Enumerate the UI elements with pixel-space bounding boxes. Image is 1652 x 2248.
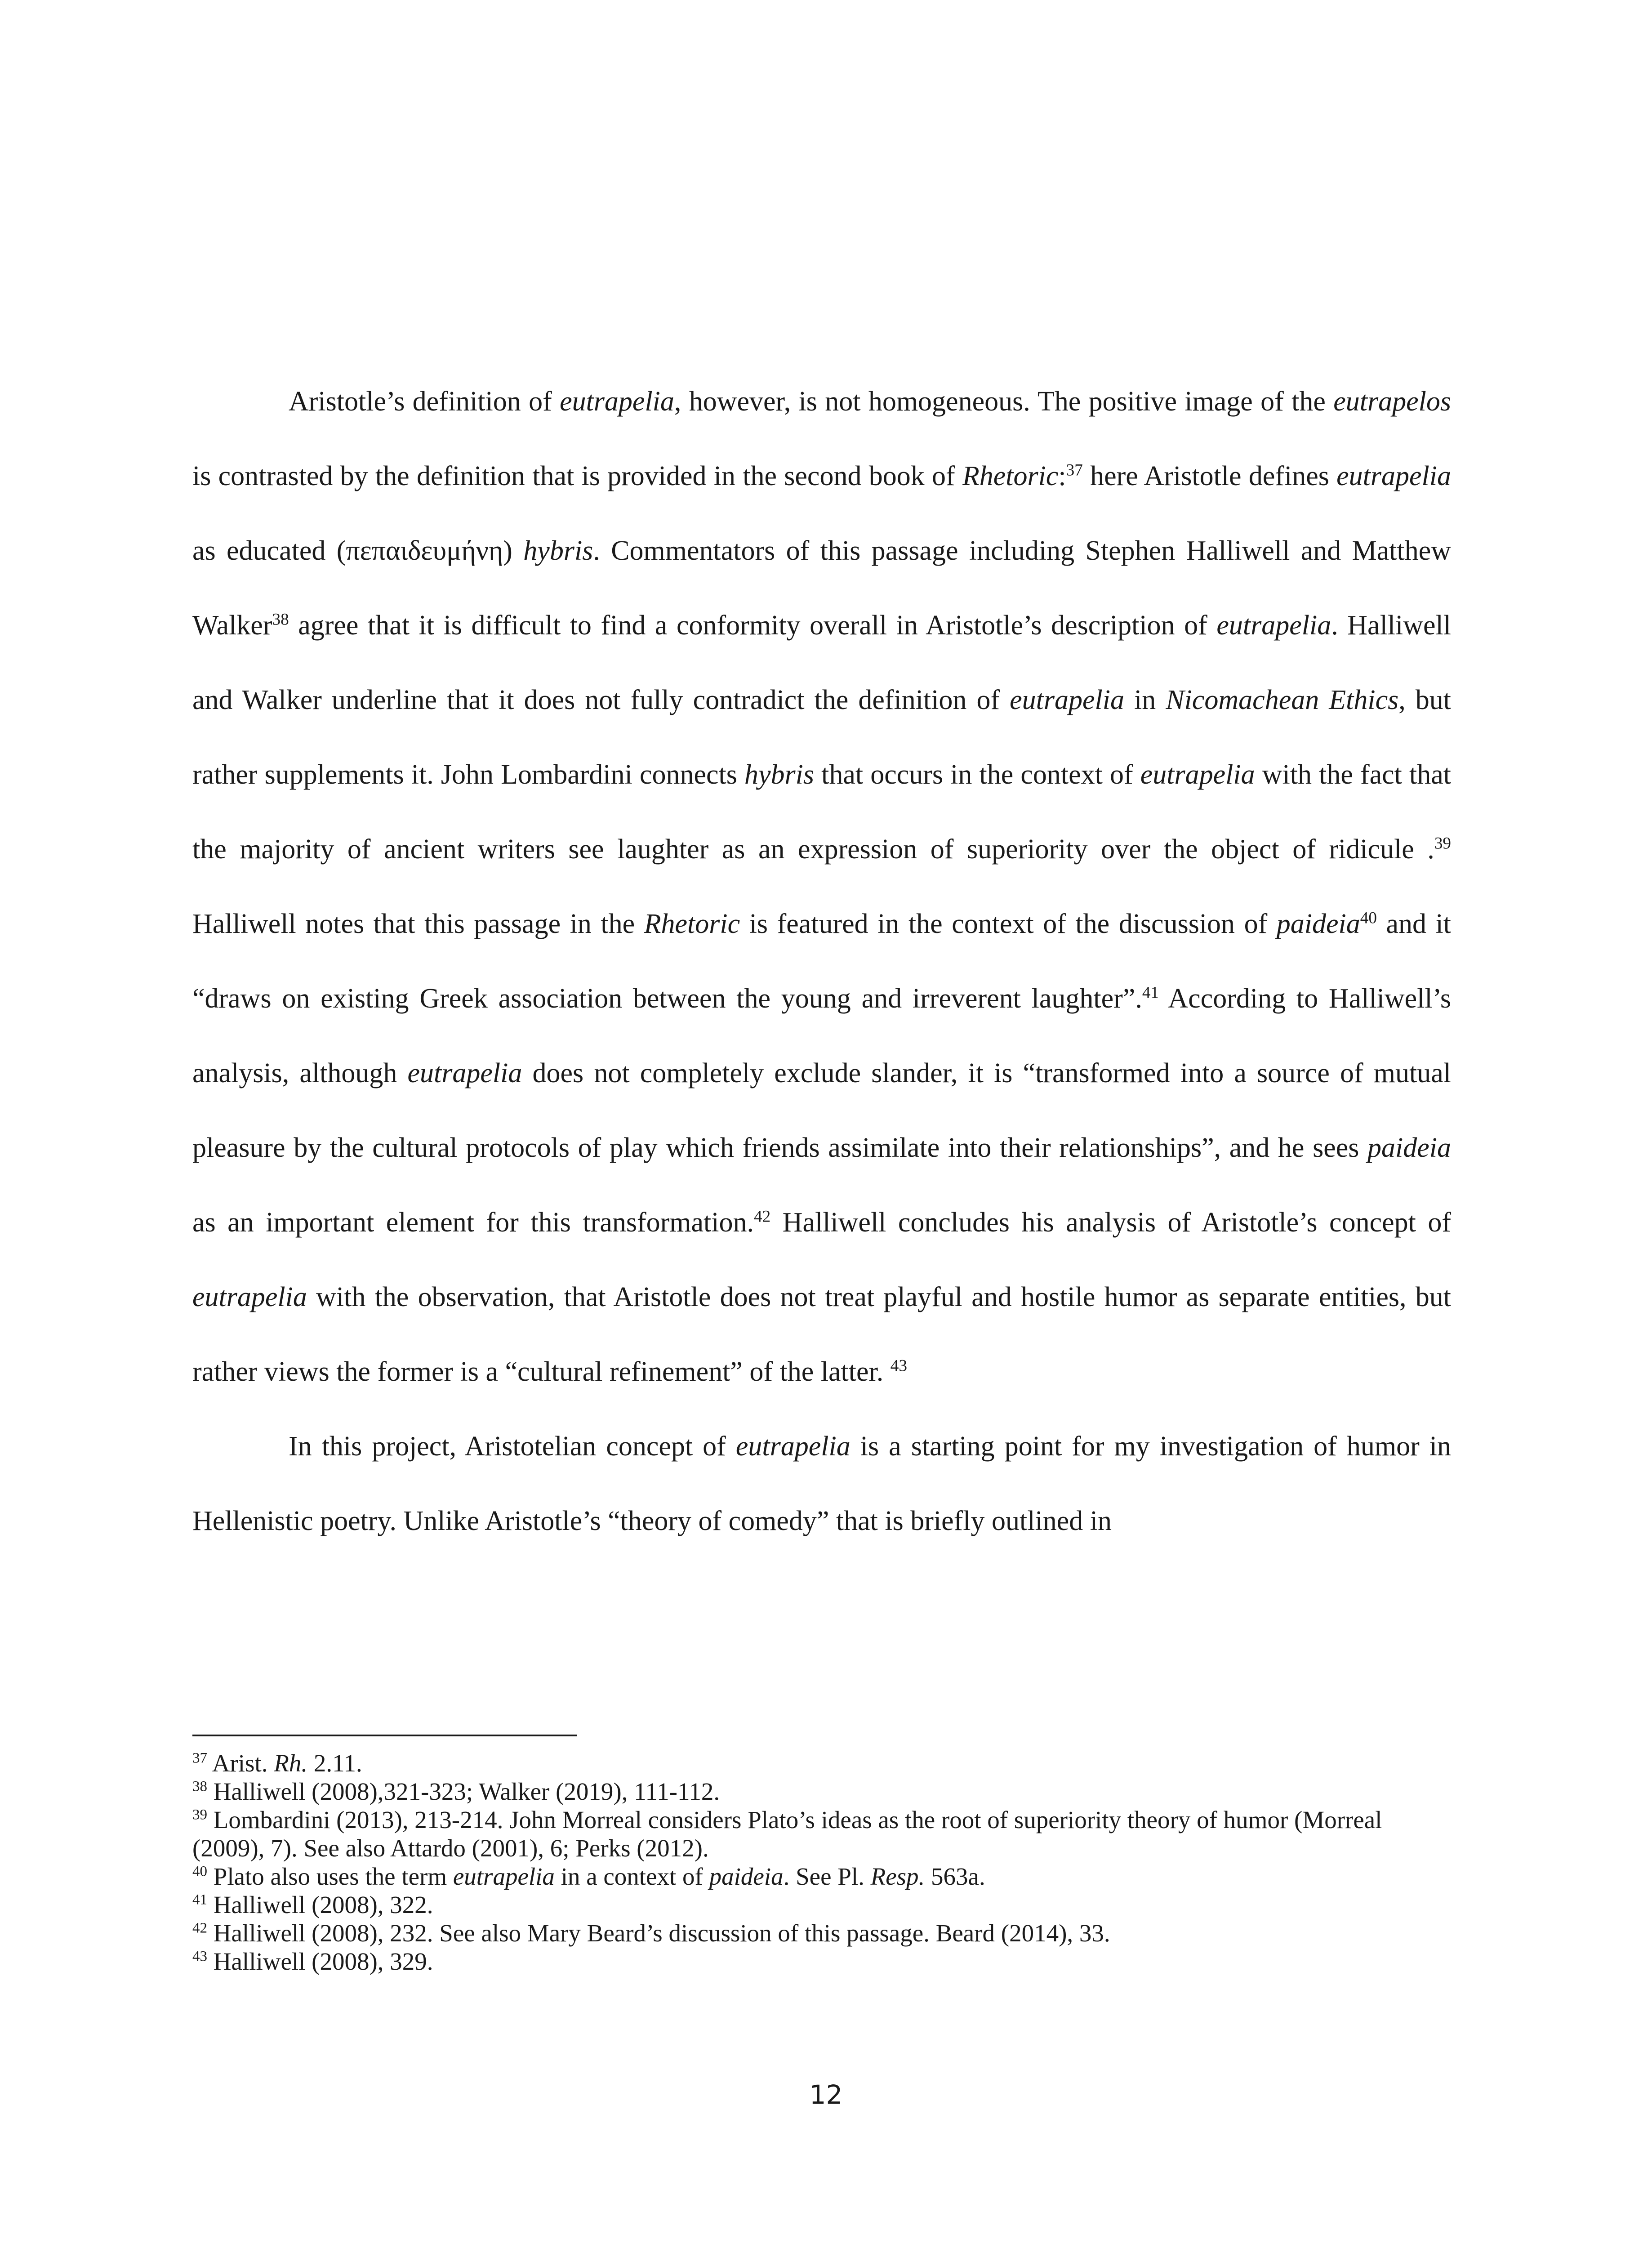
footnote-number: 39 [192, 1806, 207, 1823]
footnote-ref-38[interactable]: 38 [272, 610, 289, 629]
footnote-number: 38 [192, 1778, 207, 1795]
text-span: . Halliwell and Walker underline that it does not fully contradict the definition of [192, 610, 1451, 715]
footnote-divider [192, 1735, 577, 1736]
body-text [192, 364, 1451, 1558]
text-span: According to Halliwell’s analysis, although [192, 983, 1451, 1088]
footnote-number: 43 [192, 1948, 207, 1965]
text-span: . Commentators of this passage including Stephen Halliwell and Matthew Walker [192, 535, 1452, 641]
footnote-number: 40 [192, 1863, 207, 1880]
footnote-number: 42 [192, 1920, 207, 1936]
footnote-37 [192, 1749, 1451, 1777]
italic-term: eutrapelia [407, 1058, 522, 1088]
footnote-text: Halliwell (2008), 329. [207, 1948, 433, 1975]
text-span: in [1124, 685, 1166, 715]
italic-term: Rhetoric [644, 909, 740, 939]
footnote-number: 37 [192, 1750, 207, 1766]
italic-term: Resp. [870, 1863, 925, 1890]
footnote-ref-40[interactable]: 40 [1360, 909, 1377, 928]
italic-term: paideia [1276, 909, 1360, 939]
text-span: Halliwell notes that this passage in the [192, 909, 644, 939]
footnote-ref-37[interactable]: 37 [1066, 461, 1083, 480]
text-span: is featured in the context of the discussion of [740, 909, 1277, 939]
footnote-41 [192, 1891, 1451, 1919]
footnote-text: in a context of [554, 1863, 709, 1890]
text-span: that occurs in the context of [814, 759, 1140, 790]
footnote-40 [192, 1862, 1451, 1891]
text-span: agree that it is difficult to find a conformity overall in Aristotle’s description of [289, 610, 1217, 641]
italic-term: eutrapelia [735, 1431, 850, 1462]
footnote-39 [192, 1806, 1451, 1862]
text-span: and it “draws on existing Greek association between the young and irreverent laughter”. [192, 909, 1451, 1014]
text-span: with the fact that the majority of ancient writers see laughter as an expression of superiority over the object of ridicule . [192, 759, 1451, 865]
italic-term: hybris [523, 535, 593, 566]
text-span: does not completely exclude slander, it is “transformed into a source of mutual pleasure by the cultural protocols of play which friends assimilate into their relationships”, and he sees [192, 1058, 1452, 1163]
text-span: as educated (πεπαιδευμήνη) [192, 535, 524, 566]
footnote-38 [192, 1777, 1451, 1806]
text-span: , however, is not homogeneous. The positive image of the [674, 386, 1334, 417]
footnote-43 [192, 1947, 1451, 1976]
footnote-ref-39[interactable]: 39 [1434, 834, 1451, 853]
page-number: 12 [809, 2079, 843, 2110]
text-span: with the observation, that Aristotle does not treat playful and hostile humor as separate entities, but rather views the former is a “cultural refinement” of the latter. [192, 1282, 1451, 1387]
footnote-number: 41 [192, 1891, 207, 1908]
footnote-text: 2.11. [307, 1749, 362, 1777]
italic-term: paideia [1367, 1133, 1451, 1163]
footnotes [192, 1749, 1451, 1976]
italic-term: eutrapelia [1336, 461, 1451, 491]
text-span: is a starting point for my investigation of humor in Hellenistic poetry. Unlike Aristotle’s “theory of comedy” that is briefly outlined in [192, 1431, 1451, 1536]
text-span: Halliwell concludes his analysis of Aristotle’s concept of [770, 1207, 1452, 1238]
footnote-text: 563a. [925, 1863, 985, 1890]
text-span: : [1058, 461, 1066, 491]
text-span: In this project, Aristotelian concept of [289, 1431, 736, 1462]
footnote-text: Lombardini (2013), 213-214. John Morreal considers Plato’s ideas as the root of superiority theory of humor (Morreal (2009), 7). See also Attardo (2001), 6; Perks (2012). [192, 1806, 1382, 1862]
text-span: is contrasted by the definition that is provided in the second book of [192, 461, 962, 491]
italic-term: Rh. [274, 1749, 308, 1777]
italic-term: Nicomachean Ethics [1166, 685, 1399, 715]
footnote-text: Arist. [207, 1749, 274, 1777]
italic-term: eutrapelia [1010, 685, 1124, 715]
paragraph-2 [192, 1409, 1451, 1558]
text-span: , but rather supplements it. John Lombardini connects [192, 685, 1451, 790]
footnote-ref-42[interactable]: 42 [753, 1207, 771, 1226]
footnote-ref-41[interactable]: 41 [1142, 983, 1159, 1002]
text-span: here Aristotle defines [1082, 461, 1337, 491]
italic-term: eutrapelia [1140, 759, 1255, 790]
italic-term: eutrapelia [192, 1282, 307, 1312]
italic-term: eutrapelia [560, 386, 674, 417]
italic-term: eutrapelia [453, 1863, 555, 1890]
footnote-ref-43[interactable]: 43 [890, 1356, 907, 1375]
italic-term: paideia [709, 1863, 784, 1890]
footnote-text: Halliwell (2008),321-323; Walker (2019), 111-112. [207, 1778, 720, 1805]
italic-term: Rhetoric [962, 461, 1059, 491]
text-span: Aristotle’s definition of [289, 386, 560, 417]
paragraph-1 [192, 364, 1451, 1409]
italic-term: eutrapelos [1333, 386, 1451, 417]
footnote-text: Halliwell (2008), 322. [207, 1891, 433, 1918]
footnote-text: Plato also uses the term [207, 1863, 453, 1890]
italic-term: hybris [744, 759, 814, 790]
footnote-text: Halliwell (2008), 232. See also Mary Beard’s discussion of this passage. Beard (2014), 33. [207, 1919, 1110, 1947]
text-span: as an important element for this transformation. [192, 1207, 754, 1238]
footnote-42 [192, 1919, 1451, 1947]
italic-term: eutrapelia [1216, 610, 1331, 641]
footnote-text: . See Pl. [783, 1863, 871, 1890]
